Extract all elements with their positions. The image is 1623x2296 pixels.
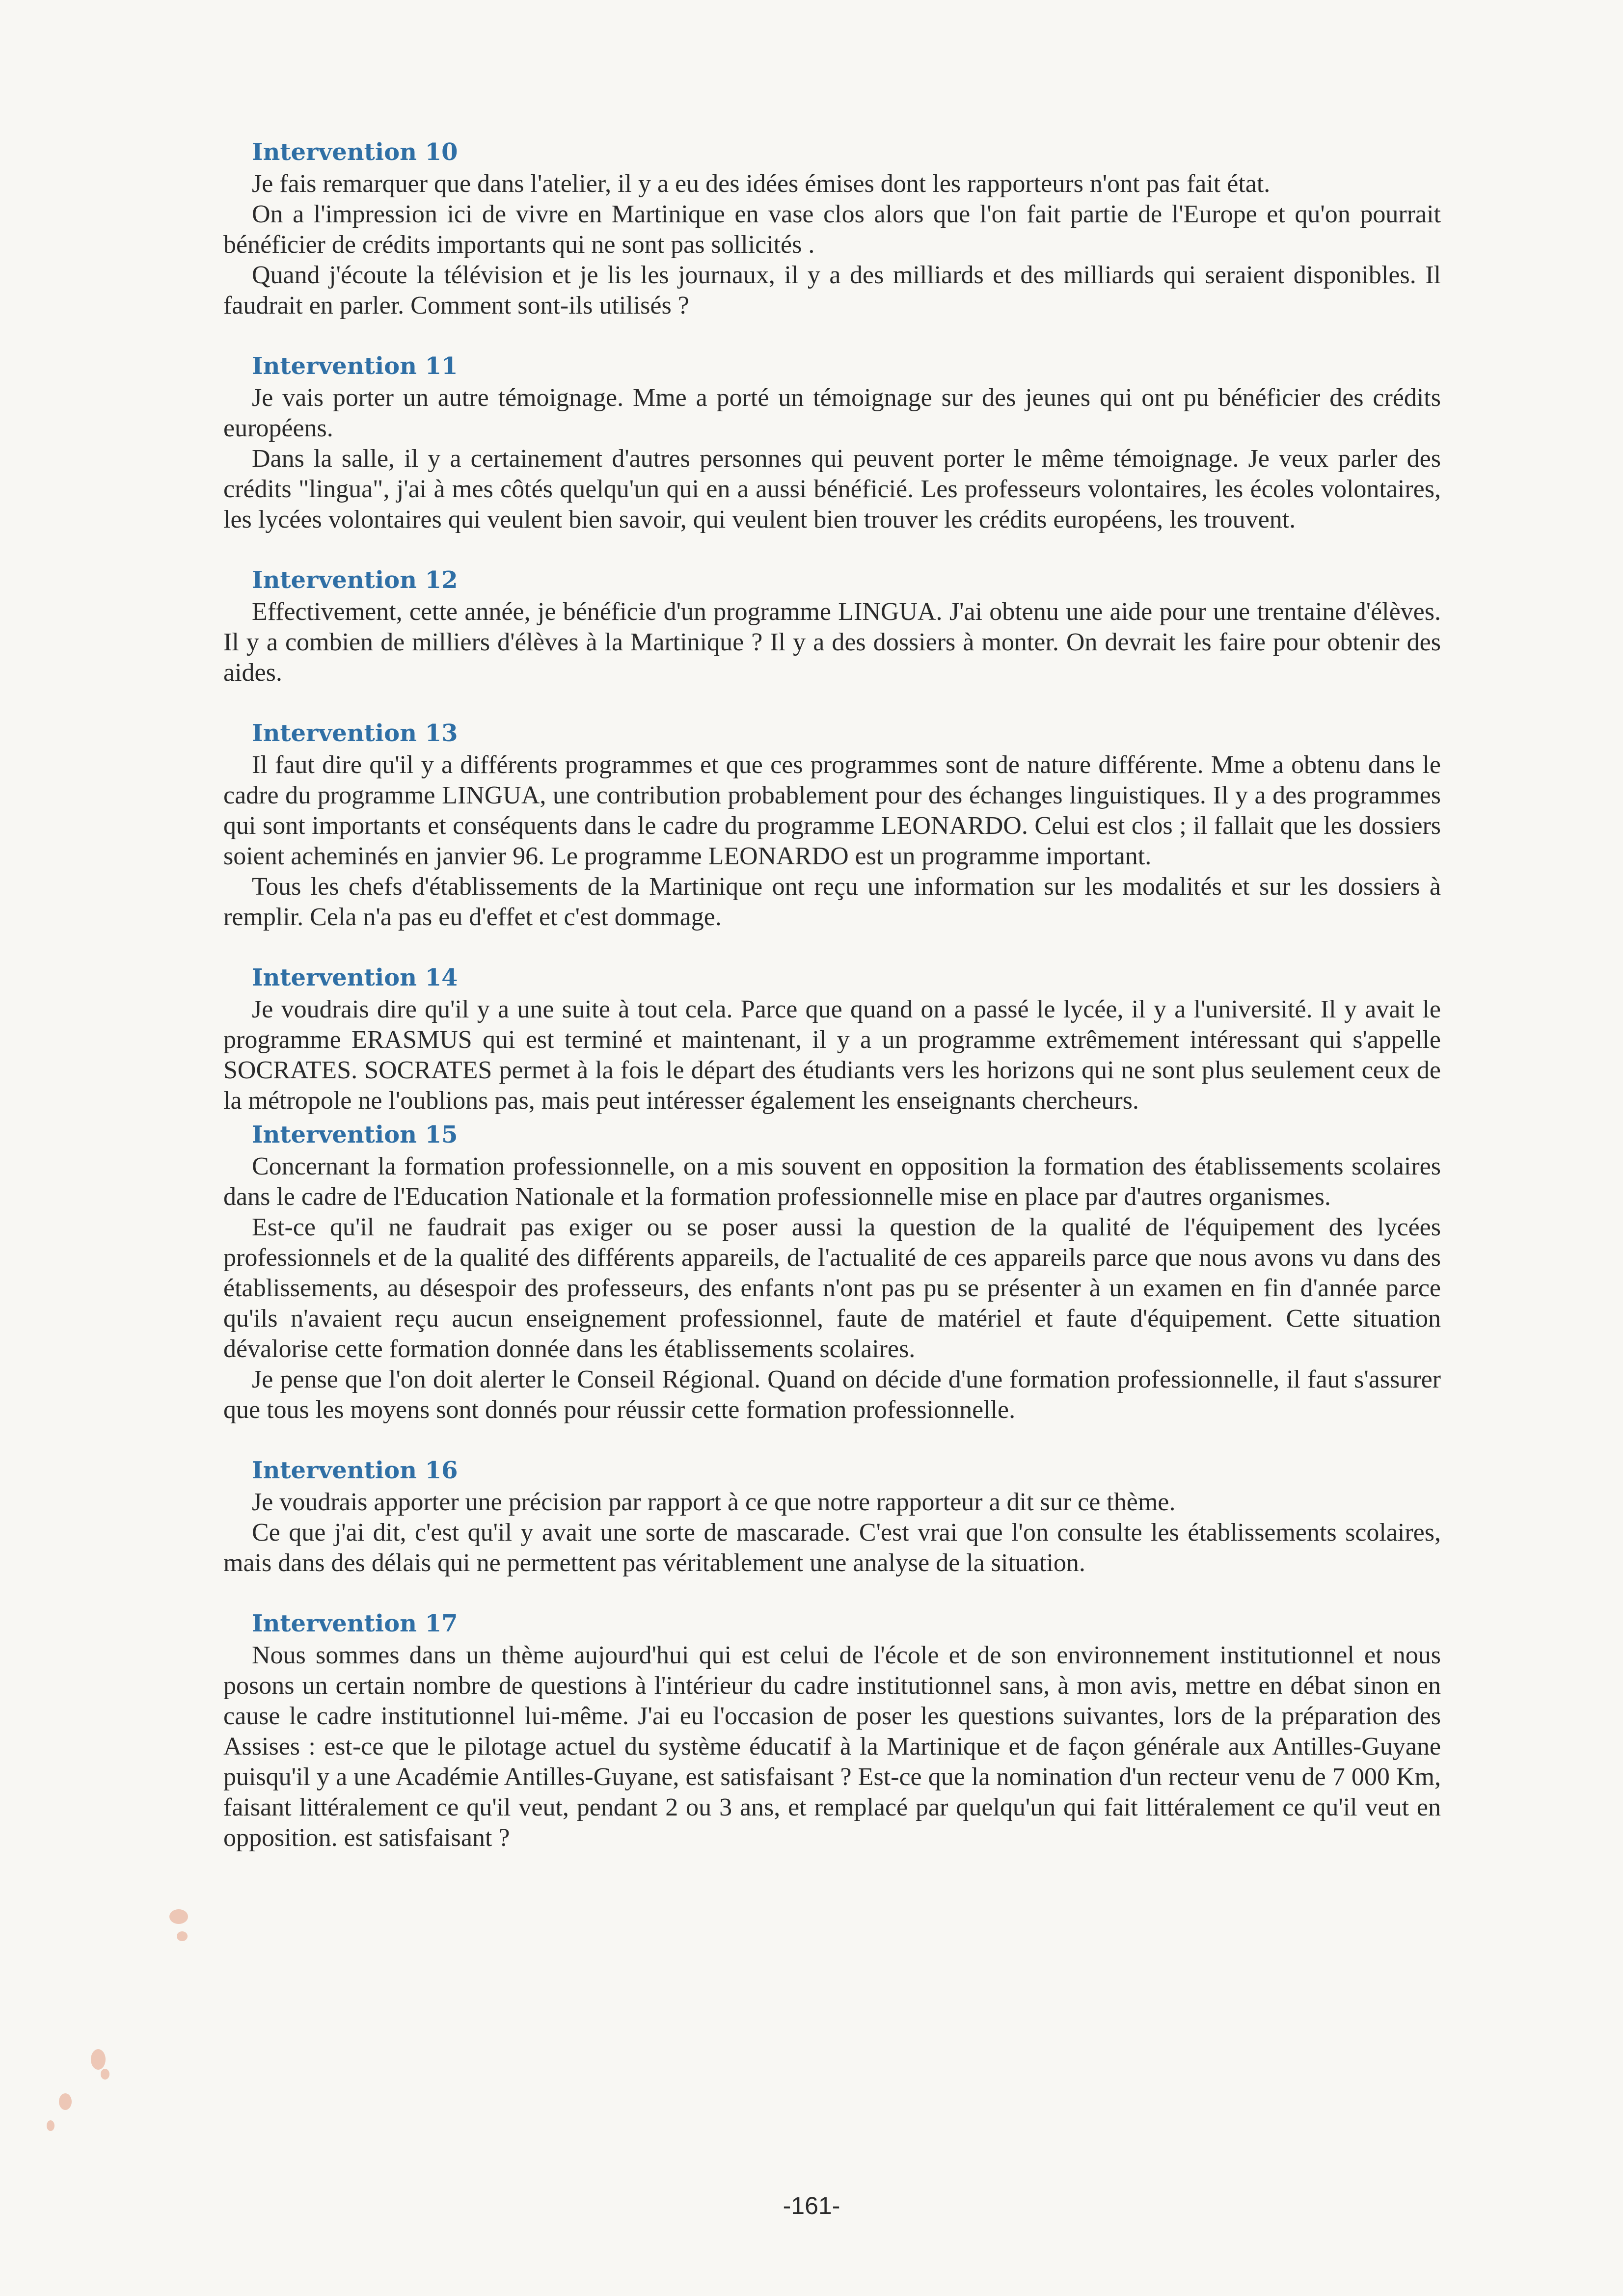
intervention-heading: Intervention 10	[252, 138, 458, 166]
paragraph: Je vais porter un autre témoignage. Mme a porté un témoignage sur des jeunes qui ont pu bénéficier des crédits européens.	[223, 384, 1441, 442]
paragraph: Il faut dire qu'il y a différents programmes et que ces programmes sont de nature différente. Mme a obtenu dans le cadre du programme LINGUA, une contribution probablement pour des échanges linguistiques. Il y a des programmes qui sont importants et conséquents dans le cadre du programme LEONARDO. Celui est clos ; il fallait que les dossiers soient acheminés en janvier 96. Le programme LEONARDO est un programme important.	[223, 751, 1441, 870]
paragraph: On a l'impression ici de vivre en Martinique en vase clos alors que l'on fait partie de l'Europe et qu'on pourrait bénéficier de crédits importants qui ne sont pas sollicités .	[223, 200, 1441, 259]
intervention-14	[223, 963, 1441, 1116]
paragraph: Dans la salle, il y a certainement d'autres personnes qui peuvent porter le même témoignage. Je veux parler des crédits "lingua", j'ai à mes côtés quelqu'un qui en a aussi bénéficié. Les professeurs volontaires, les écoles volontaires, les lycées volontaires qui veulent bien savoir, qui veulent bien trouver les crédits européens, les trouvent.	[223, 445, 1441, 534]
paper-stain	[47, 2120, 54, 2131]
paragraph: Est-ce qu'il ne faudrait pas exiger ou se poser aussi la question de la qualité de l'équipement des lycées professionnels et de la qualité des différents appareils, de l'actualité de ces appareils parce que nous avons vu dans des établissements, au désespoir des professeurs, des enfants n'ont pas pu se présenter à un examen en fin d'année parce qu'ils n'avaient reçu aucun enseignement professionnel, faute de matériel et faute d'équipement. Cette situation dévalorise cette formation donnée dans les établissements scolaires.	[223, 1213, 1441, 1363]
intervention-heading: Intervention 16	[252, 1457, 458, 1484]
paper-stain	[169, 1909, 188, 1924]
paper-stain	[177, 1931, 188, 1941]
paragraph: Je voudrais apporter une précision par rapport à ce que notre rapporteur a dit sur ce thème.	[252, 1488, 1176, 1516]
paragraph: Ce que j'ai dit, c'est qu'il y avait une sorte de mascarade. C'est vrai que l'on consulte les établissements scolaires, mais dans des délais qui ne permettent pas véritablement une analyse de la situation.	[223, 1519, 1441, 1577]
paragraph: Concernant la formation professionnelle, on a mis souvent en opposition la formation des établissements scolaires dans le cadre de l'Education Nationale et la formation professionnelle mise en place par d'autres organismes.	[223, 1152, 1441, 1211]
intervention-heading: Intervention 11	[252, 352, 458, 380]
paper-stain	[91, 2049, 106, 2070]
intervention-heading: Intervention 13	[252, 720, 458, 747]
paper-stain	[101, 2069, 109, 2080]
intervention-heading: Intervention 14	[252, 964, 458, 991]
paragraph: Effectivement, cette année, je bénéficie d'un programme LINGUA. J'ai obtenu une aide pour une trentaine d'élèves. Il y a combien de milliers d'élèves à la Martinique ? Il y a des dossiers à monter. On devrait les faire pour obtenir des aides.	[223, 598, 1441, 687]
intervention-heading: Intervention 15	[252, 1121, 458, 1148]
paragraph: Quand j'écoute la télévision et je lis les journaux, il y a des milliards et des milliards qui seraient disponibles. Il faudrait en parler. Comment sont-ils utilisés ?	[223, 261, 1441, 320]
intervention-10	[223, 137, 1441, 321]
intervention-heading: Intervention 12	[252, 566, 458, 594]
paragraph: Nous sommes dans un thème aujourd'hui qui est celui de l'école et de son environnement institutionnel et nous posons un certain nombre de questions à l'intérieur du cadre institutionnel sans, à mon avis, mettre en débat sinon en cause le cadre institutionnel lui-même. J'ai eu l'occasion de poser les questions suivantes, lors de la préparation des Assises : est-ce que le pilotage actuel du système éducatif à la Martinique et de façon générale aux Antilles-Guyane puisqu'il y a une Académie Antilles-Guyane, est satisfaisant ? Est-ce que la nomination d'un recteur venu de 7 000 Km, faisant littéralement ce qu'il veut, pendant 2 ou 3 ans, et remplacé par quelqu'un qui fait littéralement ce qu'il veut en opposition. est satisfaisant ?	[223, 1641, 1441, 1852]
intervention-heading: Intervention 17	[252, 1610, 458, 1637]
intervention-15	[223, 1120, 1441, 1425]
intervention-11	[223, 351, 1441, 535]
intervention-17	[223, 1609, 1441, 1853]
intervention-13	[223, 719, 1441, 933]
page-number: -161-	[783, 2192, 840, 2219]
intervention-16	[223, 1456, 1441, 1578]
intervention-12	[223, 565, 1441, 688]
paper-stain	[59, 2093, 72, 2110]
paragraph: Tous les chefs d'établissements de la Martinique ont reçu une information sur les modalités et sur les dossiers à remplir. Cela n'a pas eu d'effet et c'est dommage.	[223, 873, 1441, 931]
paragraph: Je pense que l'on doit alerter le Conseil Régional. Quand on décide d'une formation professionnelle, il faut s'assurer que tous les moyens sont donnés pour réussir cette formation professionnelle.	[223, 1365, 1441, 1424]
paragraph: Je voudrais dire qu'il y a une suite à tout cela. Parce que quand on a passé le lycée, il y a l'université. Il y avait le programme ERASMUS qui est terminé et maintenant, il y a un programme extrêmement intéressant qui s'appelle SOCRATES. SOCRATES permet à la fois le départ des étudiants vers les horizons qui ne sont plus seulement ceux de la métropole ne l'oublions pas, mais peut intéresser également les enseignants chercheurs.	[223, 995, 1441, 1115]
paragraph: Je fais remarquer que dans l'atelier, il y a eu des idées émises dont les rapporteurs n'ont pas fait état.	[252, 170, 1271, 198]
document-body	[223, 137, 1441, 1884]
